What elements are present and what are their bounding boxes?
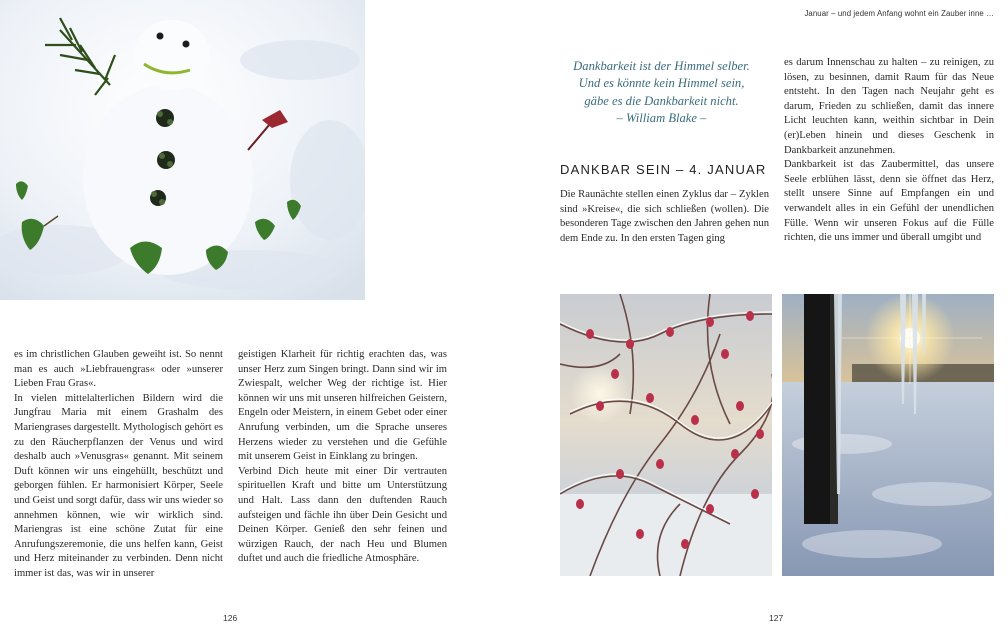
quote-author: – William Blake – — [616, 111, 707, 126]
left-page-column-1 — [14, 348, 223, 582]
quote-line: Dankbarkeit ist der Himmel selber. — [573, 59, 750, 73]
quote-line: Und es könnte kein Himmel sein, — [578, 76, 745, 91]
paragraph: Dankbarkeit ist das Zaubermittel, das unsere Seele erblühen lässt, denn sie öffnet das Herz, stellt unsere Sinne auf Empfangen ein und verwandelt alles in ein Gefühl der unendlichen Fülle. Wenn wir unseren Fokus auf die Fülle richten, die uns immer und überall umgibt und — [784, 159, 994, 244]
paragraph: es im christlichen Glauben geweiht ist. So nennt man es auch »Liebfrauengras« oder »unserer Lieben Frau Gras«. — [14, 349, 223, 390]
page-number-right: 127 — [769, 613, 784, 623]
snowman-photo — [0, 0, 365, 300]
paragraph: Verbind Dich heute mit einer Dir vertrauten spirituellen Kraft und bitte um Unterstützung und Halt. Lass dann den duftenden Rauch aufsteigen und fächle ihn über Dein Gesicht und Deinen Körper. Genieß den sehr feinen und würzigen Rauch, der nach Heu und Blumen duftet und auch die friedliche Atmosphäre. — [238, 465, 447, 565]
quote-block — [560, 58, 763, 128]
rosehip-branch-photo — [560, 294, 772, 576]
paragraph: Die Raunächte stellen einen Zyklus dar – Zyklen sind »Kreise«, die sich schließen (wollen). Die besonderen Tage zwischen den Jahren gehen nun dem Ende zu. In den ersten Tagen ging — [560, 189, 769, 244]
section-heading: DANKBAR SEIN – 4. JANUAR — [560, 162, 767, 177]
paragraph: In vielen mittelalterlichen Bildern wird die Jungfrau Maria mit einem Grashalm des Mariengrases dargestellt. Mythologisch gehört es zu den Räucherpflanzen der Venus und wird deshalb auch »Venusgras« genannt. Mit seinem Duft können wir uns eingehüllt, beschützt und geborgen fühlen. Er harmonisiert Körper, Seele und Geist und sorgt dafür, dass wir uns wieder so annehmen können, wie wir wirklich sind. Mariengras ist eine schöne Zutat für eine Anrufungszeremonie, die uns helfen kann, Geist und Herz miteinander zu verbinden. Denn nicht immer ist das, was wir in unserer — [14, 392, 223, 579]
left-page-column-2 — [238, 348, 447, 567]
quote-line: gäbe es die Dankbarkeit nicht. — [584, 93, 739, 108]
paragraph: geistigen Klarheit für richtig erachten das, was unser Herz zum Singen bringt. Dann sind wir im Zwiespalt, welcher Weg der richtige ist. Hier können wir uns mit unseren hilfreichen Geistern, Engeln oder Meistern, in einem Gebet oder einer Anrufung verbinden, um die Sprache unseres Herzens wieder zu verstehen und die Gefühle mit unserem Geist in Einklang zu bringen. — [238, 349, 447, 463]
paragraph: es darum Innenschau zu halten – zu reinigen, zu lösen, zu besinnen, damit Raum für das Neue entsteht. In den Tagen nach Neujahr geht es darum, Frieden zu schließen, damit das innere Licht leuchten kann, weithin sichtbar in Dein (er)Leben hinein und dieses Geschenk in Dankbarkeit anzunehmen. — [784, 57, 994, 156]
icicle-sunset-photo — [782, 294, 994, 576]
running-head: Januar – und jedem Anfang wohnt ein Zauber inne … — [804, 9, 994, 18]
right-page-column-1 — [560, 188, 769, 246]
page-number-left: 126 — [223, 613, 238, 623]
right-page-column-2 — [784, 56, 994, 246]
